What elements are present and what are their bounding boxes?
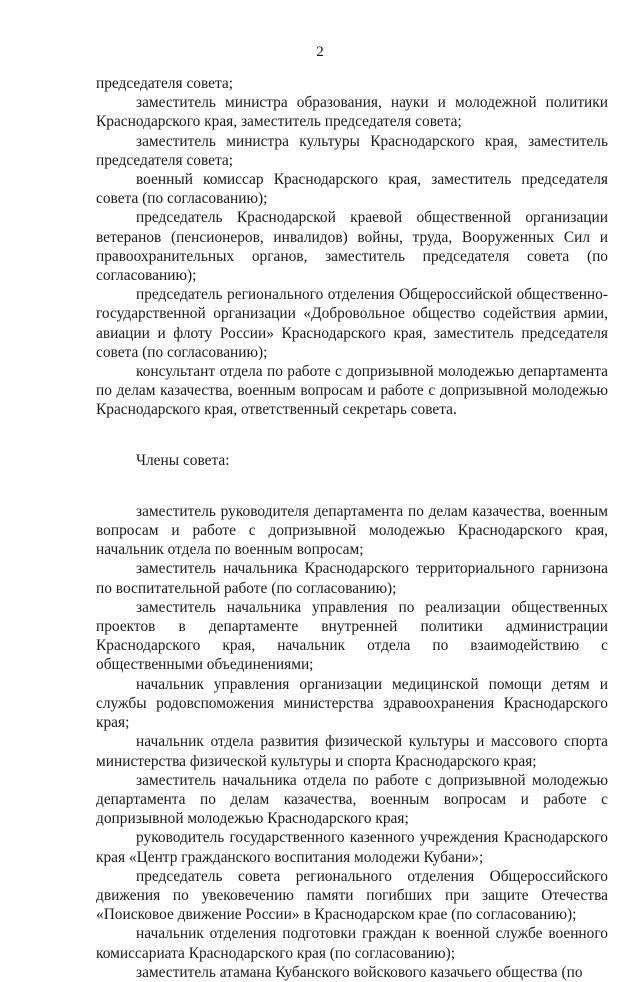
chair-deputy-culture: заместитель министра культуры Краснодарского края, заместитель председателя совета; — [96, 132, 608, 169]
member-item: председатель совета регионального отделения Общероссийского движения по увековечению памяти погибших при защите Отечества «Поисковое движение России» в Краснодарском крае (по согласованию); — [96, 867, 608, 924]
member-item: руководитель государственного казенного учреждения Краснодарского края «Центр гражданского воспитания молодежи Кубани»; — [96, 829, 608, 866]
member-item: заместитель начальника Краснодарского территориального гарнизона по воспитательной работе (по согласованию); — [96, 560, 608, 597]
page-number: 2 — [316, 44, 324, 60]
members-heading: Члены совета: — [136, 451, 230, 469]
member-item: заместитель атамана Кубанского войскового казачьего общества (по — [136, 963, 583, 981]
executive-secretary: консультант отдела по работе с допризывной молодежью департамента по делам казачества, военным вопросам и работе с допризывной молодежью Краснодарского края, ответственный секретарь совета. — [96, 363, 608, 419]
chair-deputy-dosaaf: председатель регионального отделения Общероссийской общественно-государственной организации «Добровольное общество содействия армии, авиации и флоту России» Краснодарского края, заместитель председателя совета (по согласованию); — [96, 286, 608, 361]
member-item: начальник отдела развития физической культуры и массового спорта министерства физической культуры и спорта Краснодарского края; — [96, 733, 608, 770]
chair-deputy-education: заместитель министра образования, науки и молодежной политики Краснодарского края, заместитель председателя совета; — [96, 94, 608, 131]
member-item: заместитель начальника управления по реализации общественных проектов в департаменте внутренней политики администрации Краснодарского края, начальник отдела по взаимодействию с общественными объединениями; — [96, 598, 608, 674]
member-item: начальник отделения подготовки граждан к военной службе военного комиссариата Краснодарского края (по согласованию); — [96, 925, 608, 962]
member-item: заместитель руководителя департамента по делам казачества, военным вопросам и работе с допризывной молодежью Краснодарского края, начальник отдела по военным вопросам; — [96, 502, 608, 559]
member-item: начальник управления организации медицинской помощи детям и службы родовспоможения министерства здравоохранения Краснодарского края; — [96, 675, 608, 732]
chair-deputy-veterans-org: председатель Краснодарской краевой общественной организации ветеранов (пенсионеров, инвалидов) войны, труда, Вооруженных Сил и правоохранительных органов, заместитель председателя совета (по согласованию); — [96, 209, 608, 285]
member-item: заместитель начальника отдела по работе с допризывной молодежью департамента по делам казачества, военным вопросам и работе с допризывной молодежью Краснодарского края; — [96, 771, 608, 828]
document-body — [96, 74, 608, 982]
chair-deputy-military-commissar: военный комиссар Краснодарского края, заместитель председателя совета (по согласованию); — [96, 171, 608, 208]
continuation-line: председателя совета; — [96, 75, 234, 92]
